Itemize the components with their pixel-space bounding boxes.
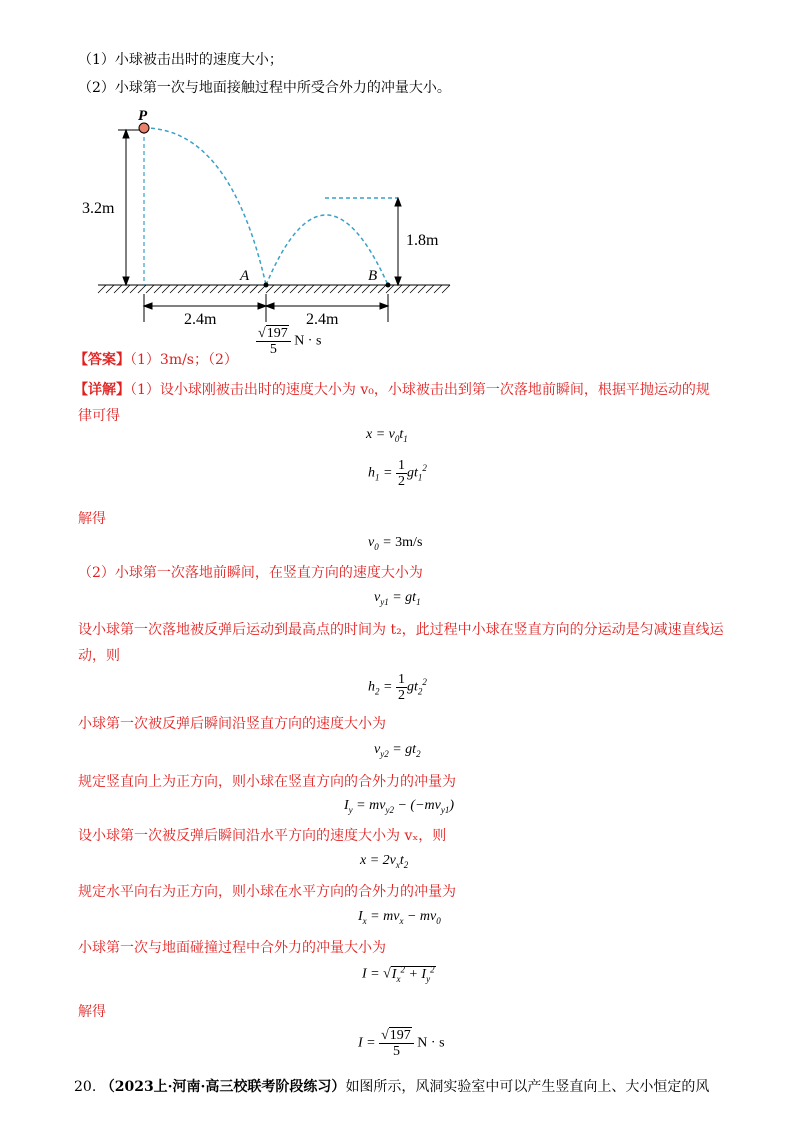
part2-intro: （2）小球第一次落地前瞬间，在竖直方向的速度大小为 [78,565,423,581]
jiede-2: 解得 [78,1004,106,1020]
eq-vy2: $v_{y2} = gt_2$ [374,742,421,759]
answer-den: 5 [269,342,277,357]
eq-h1: $h_1$ = $\frac{1}{2}$ $gt_1^2$ [368,458,427,489]
answer-sqrt-value: 197 [266,326,288,341]
eq-x-v0t1: $x = v_0t_1$ [366,427,408,444]
detail-vx: 设小球第一次被反弹后瞬间沿水平方向的速度大小为 vₓ，则 [78,828,447,844]
eq-vy1: $v_{y1} = gt_1$ [374,590,421,607]
eq-ix: $I_x = mv_x - mv_0$ [358,909,441,926]
detail-ix: 规定水平向右为正方向，则小球在水平方向的合外力的冲量为 [78,884,456,900]
detail-text-1: （1）设小球刚被击出时的速度大小为 v₀，小球被击出到第一次落地前瞬间，根据平抛运动的规 [130,382,710,398]
label-dist-1: 2.4m [184,311,217,328]
detail-iy: 规定竖直向上为正方向，则小球在竖直方向的合外力的冲量为 [78,774,456,790]
detail-line-2: 律可得 [78,408,120,424]
ground [98,285,450,293]
detail-vy2: 小球第一次被反弹后瞬间沿竖直方向的速度大小为 [78,716,386,732]
question-20 [74,1077,709,1097]
trajectory-diagram [80,108,460,348]
label-p: P [138,108,148,124]
question-1: （1）小球被击出时的速度大小； [78,52,283,68]
answer-tag: 【答案】 [74,352,130,368]
jiede-1: 解得 [78,511,106,527]
eq-i: $I = √I_x^2 + I_y^2$ [362,964,435,984]
answer-line [74,350,238,370]
eq-v0: $v_0 = 3m/s$ [368,535,423,552]
height-arrow-left [118,130,144,285]
question-text: 如图所示，风洞实验室中可以产生竖直向上、大小恒定的风 [345,1079,710,1095]
eq-i-result: I = $\frac{√197}{5}$ N · s [358,1028,445,1059]
answer-part2: $\frac{√197}{5}$ N · s [258,326,322,357]
detail-i: 小球第一次与地面碰撞过程中合外力的冲量大小为 [78,940,386,956]
trajectory-arc-1 [144,128,266,285]
detail-line-1 [74,380,710,400]
question-2: （2）小球第一次与地面接触过程中所受合外力的冲量大小。 [78,80,451,96]
point-b-dot [386,283,391,288]
question-number: 20. [74,1079,97,1095]
answer-part1: （1）3m/s；（2） [130,352,238,368]
answer-unit: N · s [294,333,322,349]
label-b: B [368,268,378,284]
detail-t2-a: 设小球第一次落地被反弹后运动到最高点的时间为 t₂，此过程中小球在竖直方向的分运动是匀减速直线运 [78,622,724,638]
detail-tag: 【详解】 [74,382,130,398]
eq-iy: $I_y = mv_{y2} - (-mv_{y1})$ [344,798,455,815]
label-a: A [240,268,250,284]
label-height-left: 3.2m [82,200,115,217]
point-a-dot [264,283,269,288]
question-source: （2023上·河南·高三校联考阶段练习） [100,1079,346,1095]
eq-x-2vx: $x = 2v_xt_2$ [360,853,409,870]
label-height-right: 1.8m [406,232,439,249]
height-arrow-right [395,198,401,285]
distance-arrows [144,294,388,322]
eq-h2: $h_2$ = $\frac{1}{2}$ $gt_2^2$ [368,672,427,703]
label-dist-2: 2.4m [306,311,339,328]
ball-p [139,123,149,133]
detail-t2-b: 动，则 [78,648,120,664]
